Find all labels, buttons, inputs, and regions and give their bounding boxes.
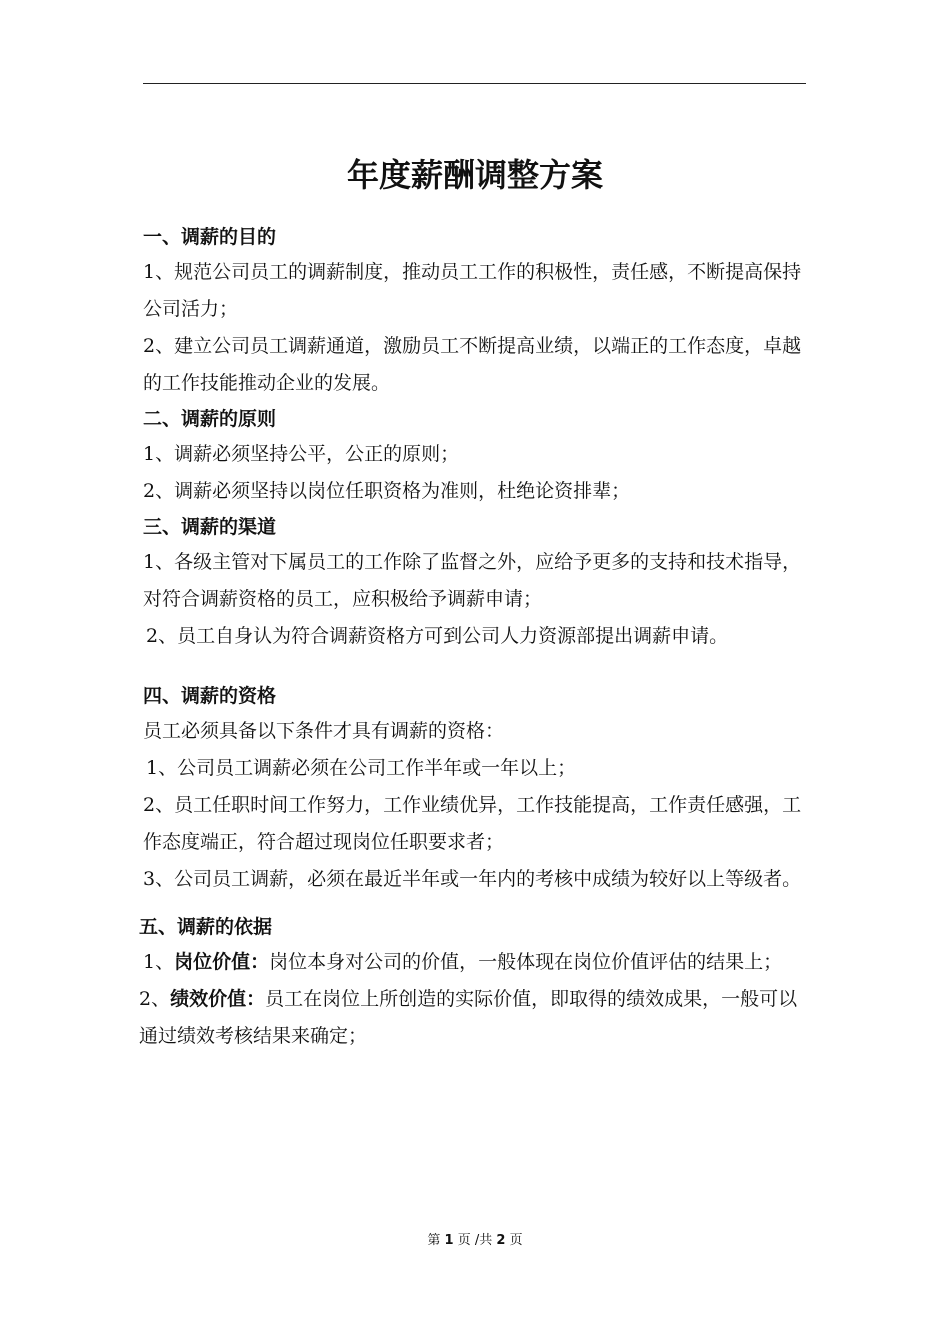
section-heading: 四、调薪的资格 [143,685,277,707]
paragraph: 1、公司员工调薪必须在公司工作半年或一年以上； [146,757,577,779]
paragraph: 2、员工任职时间工作努力，工作业绩优异，工作技能提高，工作责任感强，工作态度端正，符合超过现岗位任职要求者； [143,794,802,853]
basis-item-text: 岗位本身对公司的价值，一般体现在岗位价值评估的结果上； [269,951,783,973]
total-page-number: 2 [496,1233,506,1248]
paragraph: 2、调薪必须坚持以岗位任职资格为准则，杜绝论资排辈； [143,480,631,502]
paragraph: 1、各级主管对下属员工的工作除了监督之外，应给予更多的支持和技术指导，对符合调薪资格的员工，应积极给予调薪申请； [143,551,802,610]
basis-item [143,944,813,981]
current-page-number: 1 [444,1233,454,1248]
footer-prefix: 第 [427,1233,441,1248]
basis-item-term: 绩效价值： [170,988,266,1010]
section-heading: 三、调薪的渠道 [143,516,277,538]
basis-item-number: 1、 [143,951,175,973]
page-footer [0,1232,950,1250]
basis-item [139,981,813,1055]
document-title: 年度薪酬调整方案 [346,156,603,194]
section-channels [143,510,813,655]
paragraph: 1、调薪必须坚持公平，公正的原则； [143,443,460,465]
paragraph: 3、公司员工调薪，必须在最近半年或一年内的考核中成绩为较好以上等级者。 [143,868,802,890]
section-eligibility [143,679,813,898]
paragraph: 2、建立公司员工调薪通道，激励员工不断提高业绩，以端正的工作态度，卓越的工作技能推动企业的发展。 [143,335,802,394]
basis-item-text: 员工在岗位上所创造的实际价值，即取得的绩效成果，一般可以通过绩效考核结果来确定； [139,988,798,1047]
paragraph: 员工必须具备以下条件才具有调薪的资格： [143,720,505,742]
footer-middle: 页 /共 [457,1233,493,1248]
footer-suffix: 页 [509,1233,523,1248]
basis-item-number: 2、 [139,988,171,1010]
basis-item-term: 岗位价值： [174,951,270,973]
spacer [143,898,813,910]
spacer [143,655,813,679]
section-heading: 五、调薪的依据 [139,916,273,938]
paragraph: 2、员工自身认为符合调薪资格方可到公司人力资源部提出调薪申请。 [146,625,729,647]
paragraph: 1、规范公司员工的调薪制度，推动员工工作的积极性，责任感，不断提高保持公司活力； [143,261,802,320]
section-basis [139,910,813,1055]
section-purpose [143,220,813,402]
document-body [139,220,813,1055]
section-heading: 一、调薪的目的 [143,226,277,248]
section-heading: 二、调薪的原则 [143,408,277,430]
header-rule [143,83,806,84]
section-principles [143,402,813,510]
